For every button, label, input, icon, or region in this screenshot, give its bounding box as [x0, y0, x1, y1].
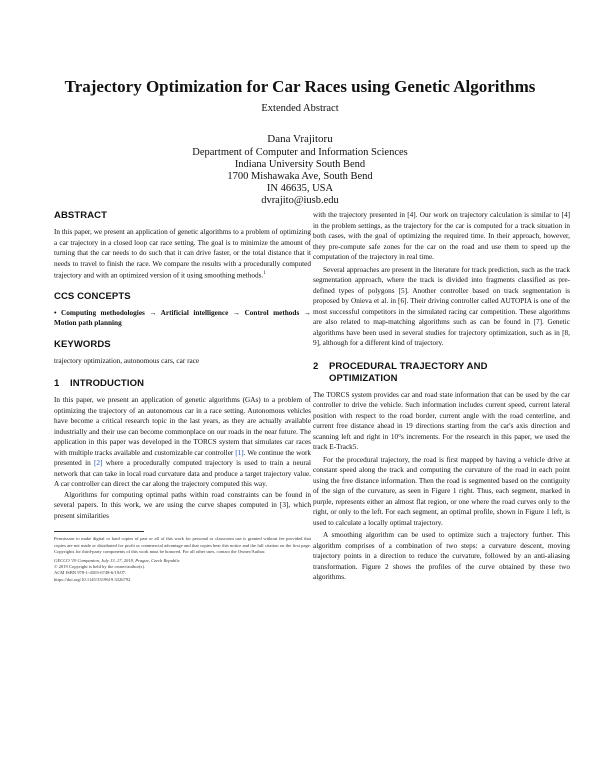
intro-paragraph-1: In this paper, we present an application of genetic algorithms (GAs) to a problem of optimizing the trajectory of an autonomous car in a race setting. Autonomous vehicles have become a critical research topic in the last years, as they are actually available industrially and their use can become commonplace on our roads in the near future. The application in this paper was developed in the TORCS system that simulates car races with multiple tracks available and customizable car controller [1]. We continue the work presented in [2] where a procedurally computed trajectory is used to train a neural network that can take in local road curvature data and produce a target trajectory value. A car controller can direct the car along the trajectory computed this way. [54, 396, 312, 489]
section-2-number: 2 [313, 360, 319, 372]
ccs-heading: CCS CONCEPTS [54, 290, 131, 302]
permission-notice: Permission to make digital or hard copies of part or all of this work for personal or classroom use is granted without fee provided that copies are not made or distributed for profit or commercial advantage and that copies bear this notice and the full citation on the first page. Copyrights for third-party components of this work must be honored. For all other uses, contact the Owner/Author. [54, 536, 311, 554]
paper-title: Trajectory Optimization for Car Races using Genetic Algorithms [64, 77, 536, 96]
intro-number: 1 [54, 378, 60, 390]
abstract-heading: ABSTRACT [54, 210, 108, 221]
intro-title: INTRODUCTION [70, 378, 145, 390]
section-2-heading [313, 361, 570, 385]
copyright-line: © 2019 Copyright is held by the owner/author(s). [54, 564, 146, 570]
footnote-divider [54, 531, 144, 532]
author-block [100, 133, 500, 207]
keywords-text: trajectory optimization, autonomous cars, car race [54, 356, 200, 365]
author-department: Department of Computer and Information Sciences [192, 147, 408, 158]
related-work-paragraph: Several approaches are present in the literature for track prediction, such as the track segmentation approach, where the track is divided into fragments classified as pre-defined types of polygons [5]. Another controller based on track segmentation is proposed by Onieva et al. in [6]. Their driving controller called AUTOPIA is one of the most successful competitors in the simulated racing car competition. These algorithms are also related to map-matching algorithms such as can be found in [7]. Genetic algorithms have been used in several studies for trajectory optimization, such as in [8, 9], although for a different kind of trajectory. [313, 265, 570, 347]
abstract-footmark: 1 [263, 271, 266, 276]
citation-link[interactable]: [2] [94, 459, 103, 468]
intro-paragraph-2: Algorithms for computing optimal paths within road constraints can be found in several papers. In this work, we are using the curve shapes computed in [3], which present similarities [54, 490, 311, 520]
author-street: 1700 Mishawaka Ave, South Bend [227, 171, 373, 182]
section-2-title: PROCEDURAL TRAJECTORY AND OPTIMIZATION [329, 360, 488, 384]
conference-info: GECCO '19 Companion, July 13–17, 2019, Prague, Czech Republic [54, 558, 180, 564]
abstract-text: In this paper, we present an application of genetic algorithms to a problem of optimizing a car trajectory in a closed loop car race setting. The goal is to minimize the amount of turning that the car needs to do such that it can drive faster, or the total distance that it needs to travel to finish the race. We compare the results with a procedurally computed trajectory and with an optimized version of it using smoothing methods.$^1$ [54, 228, 311, 280]
footnote-block [54, 536, 311, 582]
intro-heading [54, 378, 311, 390]
left-column [54, 210, 311, 583]
torcs-paragraph: The TORCS system provides car and road state information that can be used by the car controller to drive the vehicle. Such information includes current speed, current lateral position with respect to the road border, current angle with the road centerline, and current free distance ahead in 19 directions starting from the car's axis direction and scanning left and right in 10°s increments. For the research in this paper, we used the track E-Track5. [313, 390, 570, 451]
keywords-heading: KEYWORDS [54, 338, 111, 350]
citation-link[interactable]: [1] [235, 448, 244, 457]
right-column [313, 210, 570, 583]
author-email[interactable]: dvrajito@iusb.edu [261, 195, 339, 206]
procedural-paragraph: For the procedural trajectory, the road is first mapped by having a vehicle drive at constant speed along the track and computing the curvature of the road in each point using the free distance information. Then the road is segmented based on the contiguity of the sign of the curvature, as seen in Figure 1 right. Thus, each segment, marked in purple, represents either an almost flat region, or one where the road curves only to the right, or only to the left. For each segment, an optimal profile, shown in Figure 1 left, is used to calculate a locally optimal trajectory. [313, 455, 570, 527]
author-university: Indiana University South Bend [234, 159, 366, 170]
ccs-text: • Computing methodologies → Artificial intelligence → Control methods → Motion path planning [54, 308, 311, 328]
isbn-line: ACM ISBN 978-1-4503-6748-6/19/07. [54, 570, 127, 576]
doi-link[interactable]: https://doi.org/10.1145/3319619.3326792 [54, 576, 131, 582]
intro-paragraph-continued: with the trajectory presented in [4]. Our work on trajectory calculation is similar to [4] in the problem settings, as the trajectory for the car is computed for a track situation in both cases, with the goal of optimizing the required time. In their approach, however, they pre-compute safe zones for the car on the road and use them to speed up the computation of the trajectory in real time. [313, 211, 570, 261]
author-city: IN 46635, USA [266, 183, 334, 194]
smoothing-paragraph: A smoothing algorithm can be used to optimize such a trajectory further. This algorithm comprises of a combination of two steps: a curvature descent, moving trajectory points in a direction to reduce the curvature, followed by an anti-aliasing transformation. Figure 2 shows the profiles of the curve obtained by these two algorithms. [313, 531, 570, 581]
paper-subtitle: Extended Abstract [261, 103, 339, 114]
author-name: Dana Vrajitoru [267, 133, 333, 145]
